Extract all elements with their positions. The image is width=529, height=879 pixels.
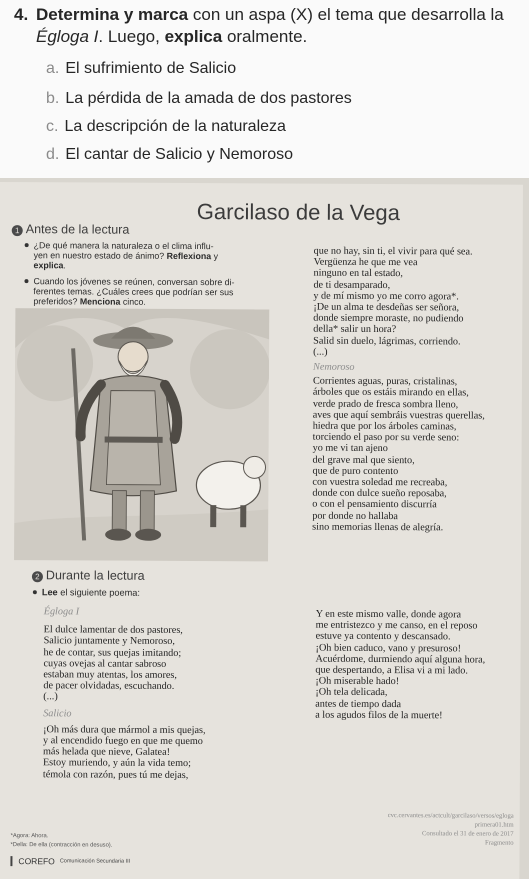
poem-verse: della* salir un hora? (313, 324, 397, 336)
prompt-text-2: con un aspa (X) el tema que desarrolla la (188, 5, 504, 24)
poem-verse: árboles que os estáis mirando en ellas, (312, 387, 469, 399)
section-heading-text: Antes de la lectura (25, 222, 130, 237)
exercise-sheet (0, 0, 529, 178)
poem-verse: yo me vi tan ajeno (312, 443, 388, 455)
poem-verse: que de puro contento (312, 465, 399, 477)
footnote-della: *Della: De ella (contracción en desuso). (10, 842, 113, 849)
option-letter: d. (46, 146, 60, 163)
poem-verse: y al encendido fuego en que me quemo (43, 735, 203, 748)
prompt-verb-2: explica (164, 27, 223, 46)
poem-stanza-1 (43, 624, 206, 703)
poem-verse: estuve ya contento y descansado. (315, 631, 451, 643)
question-verb: explica (33, 260, 64, 271)
prompt-verb-1: Determina y marca (36, 5, 189, 24)
publisher-brand: COREFO (18, 856, 55, 867)
option-d[interactable] (46, 146, 293, 164)
question-line: ¿De qué manera la naturaleza o el clima influ- (33, 240, 214, 252)
speaker-name: Nemoroso (313, 361, 355, 373)
poem-verse: Vergüenza he que me vea (313, 256, 418, 269)
shepherd-with-sheep-image (14, 308, 269, 561)
poem-verse: (...) (43, 691, 58, 703)
poem-verse: a los agudos filos de la muerte! (315, 709, 443, 722)
poem-right-bottom (315, 609, 485, 722)
question-line: Cuando los jóvenes se reúnen, conversan sobre di- (33, 276, 235, 288)
poem-verse: he de contar, sus quejas imitando; (43, 646, 182, 659)
prompt-text-6: oralmente. (222, 27, 308, 46)
poem-verse: estaban muy atentas, los amores, (43, 669, 177, 681)
poem-verse: que no hay, sin ti, el vivir para qué sea. (313, 245, 473, 258)
poem-verse: donde con dulce sueño reposaba, (312, 487, 447, 500)
poem-verse: Salid sin duelo, lágrimas, corriendo. (313, 335, 461, 348)
option-text: El cantar de Salicio y Nemoroso (65, 146, 293, 163)
poem-verse: hiedra que por los árboles caminas, (312, 420, 457, 433)
prereading-question-2 (33, 276, 283, 307)
poem-stanza-2 (43, 724, 206, 781)
poem-verse: témola con razón, pues tú me dejas, (42, 768, 189, 781)
poem-verse: donde siempre moraste, no pudiendo (313, 312, 464, 325)
question-line: preferidos? (33, 296, 80, 307)
poem-verse: sino memorias llenas de alegría. (312, 521, 444, 534)
poem-verse: Acuérdome, durmiendo aquí alguna hora, (315, 653, 486, 666)
poem-verse: más helada que nieve, Galatea! (42, 746, 171, 759)
poem-verse: (...) (313, 346, 328, 358)
book-series: Comunicación Secundaria III (59, 858, 131, 865)
source-url-cont[interactable]: primera01.htm (474, 821, 514, 829)
shepherd-illustration (14, 308, 269, 561)
question-line: y (211, 251, 219, 262)
exercise-number: 4. (14, 5, 29, 24)
option-letter: b. (46, 90, 60, 107)
footnote-agora: *Agora: Ahora. (10, 833, 49, 840)
instruction-verb: Lee (41, 587, 58, 598)
poem-verse: Estoy muriendo, y aún la vida temo; (42, 757, 191, 770)
bullet-icon (25, 243, 29, 247)
option-letter: c. (46, 118, 59, 135)
question-line: cinco. (120, 296, 146, 307)
source-citation (349, 811, 514, 848)
option-text: La descripción de la naturaleza (64, 118, 286, 135)
poem-verse: del grave mal que siento, (312, 454, 415, 466)
source-note: Fragmento (484, 839, 514, 847)
poem-verse: antes de tiempo dada (315, 698, 402, 710)
poem-verse: verde prado de fresca sombra lleno, (312, 398, 459, 411)
prompt-text-4: . Luego, (98, 27, 165, 46)
poem-verse: ¡De un alma te desdeñas ser señora, (313, 301, 460, 314)
option-text: La pérdida de la amada de dos pastores (65, 90, 352, 107)
section-number-badge: 1 (12, 225, 23, 236)
option-text: El sufrimiento de Salicio (65, 60, 237, 77)
question-verb: Menciona (79, 296, 121, 307)
source-date: Consultado el 31 de enero de 2017 (422, 830, 514, 838)
poem-verse: ¡Oh miserable hado! (315, 675, 400, 688)
section-heading-text: Durante la lectura (45, 568, 145, 583)
section-number-badge: 2 (32, 571, 43, 582)
poem-verse: aves que aquí sembráis vuestras querellas, (312, 409, 485, 422)
poem-verse: con vuestra soledad me recreaba, (312, 476, 448, 489)
textbook-page (0, 182, 523, 879)
poem-title: Égloga I (43, 606, 80, 618)
poem-verse: de ti desamparado, (313, 279, 391, 291)
poem-right-top (312, 246, 486, 534)
bullet-icon (33, 590, 37, 594)
poem-verse: Salicio juntamente y Nemoroso, (43, 635, 175, 648)
page-footer (10, 856, 130, 867)
poem-verse: por donde no hallaba (312, 510, 399, 522)
poem-verse: torciendo el paso por su verde seno: (312, 431, 460, 444)
before-reading-heading (12, 222, 130, 237)
option-b[interactable] (46, 90, 352, 108)
poem-verse: Corrientes aguas, puras, cristalinas, (312, 375, 458, 388)
question-verb: Reflexiona (166, 250, 212, 262)
poem-verse: cuyas ovejas al cantar sabroso (43, 658, 167, 670)
prereading-question-1 (34, 240, 284, 271)
option-c[interactable] (46, 118, 286, 136)
poem-verse: ninguno en tal estado, (313, 268, 403, 280)
poem-verse: o con el pensamiento discurría (312, 499, 437, 511)
reading-instruction (42, 587, 242, 598)
poem-verse: El dulce lamentar de dos pastores, (43, 624, 183, 637)
question-line: . (63, 260, 66, 271)
poem-verse: que despertando, a Elisa vi a mi lado. (315, 664, 468, 677)
bullet-icon (24, 279, 28, 283)
question-line: ferentes temas. ¿Cuáles crees que podrían ser sus (33, 286, 234, 298)
page-title: Garcilaso de la Vega (196, 199, 400, 226)
poem-verse: me entristezco y me canso, en el reposo (315, 619, 478, 632)
option-letter: a. (46, 60, 60, 77)
instruction-text: el siguiente poema: (57, 587, 140, 598)
poem-left-column (43, 606, 206, 781)
option-a[interactable] (46, 60, 236, 78)
exercise-text (36, 4, 506, 48)
poem-verse: ¡Oh bien caduco, vano y presuroso! (315, 642, 462, 655)
poem-verse: ¡Oh tela delicada, (315, 687, 388, 699)
poem-verse: y de mí mismo yo me corro agora*. (313, 290, 459, 303)
poem-verse: de pacer olvidadas, escuchando. (43, 680, 175, 693)
question-line: yen en nuestro estado de ánimo? (33, 250, 167, 261)
footer-divider (10, 856, 12, 866)
prompt-work-title: Égloga I (36, 27, 99, 46)
poem-verse: Y en este mismo valle, donde agora (315, 608, 462, 621)
source-url[interactable]: cvc.cervantes.es/actcult/garcilaso/versos/egloga (387, 812, 514, 820)
during-reading-heading (32, 568, 145, 583)
speaker-name: Salicio (43, 707, 72, 720)
poem-verse: ¡Oh más dura que mármol a mis quejas, (43, 724, 206, 736)
